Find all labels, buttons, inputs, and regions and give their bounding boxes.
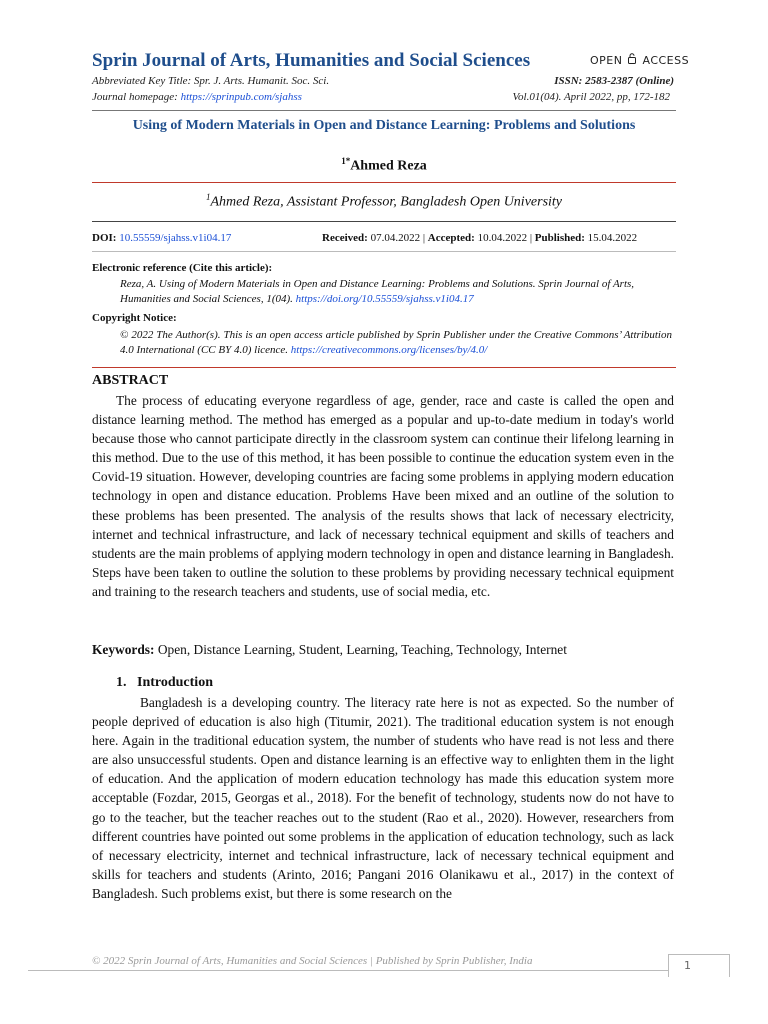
section-title: Introduction bbox=[137, 675, 213, 690]
abstract-text: The process of educating everyone regardless of age, gender, race and caste is called the open and distance learning method. The method has emerged as a popular and up-to-date medium in today's world because those who cannot participate directly in the classroom system can continue their lifelong learning in this method. Due to the use of this method, it has been possible to continue the education system even in the Covid-19 situation. However, developing countries are facing some problems in applying modern education technology in open and distance education. Problems Have been mixed and an outline of the solution to these problems has been presented. The analysis of the results shows that lack of necessary electricity, internet and technical infrastructure, and lack of necessary technical equipment and skills of teachers and students are the main problems of applying modern technology in open and distance learning in Bangladesh. Steps have been taken to outline the solution to these problems by providing necessary technical equipment and training to the research teachers and students, use of social media, etc. bbox=[92, 393, 674, 599]
volume-info: Vol.01(04). April 2022, pp, 172-182 bbox=[512, 91, 670, 103]
issn: ISSN: 2583-2387 (Online) bbox=[554, 75, 674, 87]
footer-divider bbox=[28, 970, 668, 971]
keywords-line bbox=[92, 642, 567, 658]
citation-heading: Electronic reference (Cite this article): bbox=[92, 262, 273, 274]
author-name: Ahmed Reza bbox=[350, 158, 427, 174]
doi-link[interactable]: 10.55559/sjahss.v1i04.17 bbox=[119, 232, 232, 244]
received-label: Received: bbox=[322, 232, 368, 244]
citation-doi-link[interactable]: https://doi.org/10.55559/sjahss.v1i04.17 bbox=[295, 293, 474, 305]
copyright-body: © 2022 The Author(s). This is an open access article published by Sprin Publisher under the Creative Commons’ Attribution 4.0 International (CC BY 4.0) licence. bbox=[120, 329, 672, 356]
introduction-paragraph bbox=[92, 693, 674, 903]
introduction-heading bbox=[116, 675, 213, 691]
abstract-heading: ABSTRACT bbox=[92, 373, 169, 388]
abstract-divider bbox=[92, 367, 676, 368]
copyright-heading: Copyright Notice: bbox=[92, 312, 177, 324]
section-number: 1. bbox=[116, 675, 127, 690]
open-access-left: OPEN bbox=[590, 54, 623, 67]
open-access-right: ACCESS bbox=[642, 54, 690, 67]
journal-homepage bbox=[92, 91, 302, 103]
received-date: 07.04.2022 | bbox=[367, 232, 428, 244]
dates-row bbox=[322, 232, 637, 244]
copyright-text bbox=[120, 328, 672, 358]
license-link[interactable]: https://creativecommons.org/licenses/by/4.0/ bbox=[290, 344, 488, 356]
affiliation-text: Ahmed Reza, Assistant Professor, Bangladesh Open University bbox=[210, 194, 563, 210]
author-divider bbox=[92, 182, 676, 183]
open-access-badge bbox=[590, 53, 689, 67]
abstract-paragraph bbox=[92, 391, 674, 601]
homepage-link[interactable]: https://sprinpub.com/sjahss bbox=[180, 91, 302, 103]
doi-label: DOI: bbox=[92, 232, 120, 244]
page-number-box bbox=[668, 954, 730, 977]
doi-row bbox=[92, 232, 231, 244]
keywords-label: Keywords: bbox=[92, 642, 155, 657]
article-title: Using of Modern Materials in Open and Distance Learning: Problems and Solutions bbox=[132, 118, 636, 133]
keywords-text: Open, Distance Learning, Student, Learning, Teaching, Technology, Internet bbox=[154, 642, 567, 657]
meta-divider bbox=[92, 251, 676, 252]
affiliation bbox=[92, 192, 676, 211]
author-line bbox=[92, 156, 676, 175]
accepted-label: Accepted: bbox=[427, 232, 475, 244]
journal-title: Sprin Journal of Arts, Humanities and Social Sciences bbox=[92, 50, 531, 71]
open-lock-icon bbox=[628, 53, 636, 67]
page-number: 1 bbox=[684, 959, 691, 972]
abbreviated-title: Abbreviated Key Title: Spr. J. Arts. Humanit. Soc. Sci. bbox=[92, 75, 330, 87]
introduction-text: Bangladesh is a developing country. The literacy rate here is not as expected. So the number of people deprived of education is also high (Titumir, 2021). The traditional education system is not enough here. Again in the traditional education system, the number of students who have read is not less and there are also unsuccessful students. Open and distance learning is an effective way to enlighten them in the light of education. And the application of modern education technology has made this education system more acceptable (Fozdar, 2015, Georgas et al., 2018). For the benefit of technology, students now do not have to go to the teacher, but the teacher reaches out to the student (Rao et al., 2020). However, researchers from different countries have pointed out some problems in the application of education technology, such as lack of necessary electricity, internet and technical infrastructure, lack of necessary technical equipment and skills for teachers and students (Arinto, 2016; Pangani 2016 Olanikawu et al., 2017) in the context of Bangladesh. Such problems exist, but there is some research on the bbox=[92, 695, 674, 901]
citation-body: Reza, A. Using of Modern Materials in Open and Distance Learning: Problems and Solutions. Sprin Journal of Arts, Humanities and Social Sciences, 1(04). bbox=[120, 278, 635, 305]
header-divider bbox=[92, 110, 676, 111]
author-superscript: 1* bbox=[341, 156, 351, 166]
published-date: 15.04.2022 bbox=[584, 232, 638, 244]
citation-text bbox=[120, 277, 670, 307]
accepted-date: 10.04.2022 | bbox=[474, 232, 535, 244]
homepage-label: Journal homepage: bbox=[92, 91, 181, 103]
affiliation-divider bbox=[92, 221, 676, 222]
published-label: Published: bbox=[534, 232, 585, 244]
affiliation-superscript: 1 bbox=[205, 192, 211, 202]
footer-text: © 2022 Sprin Journal of Arts, Humanities and Social Sciences | Published by Sprin Publisher, India bbox=[92, 955, 533, 967]
